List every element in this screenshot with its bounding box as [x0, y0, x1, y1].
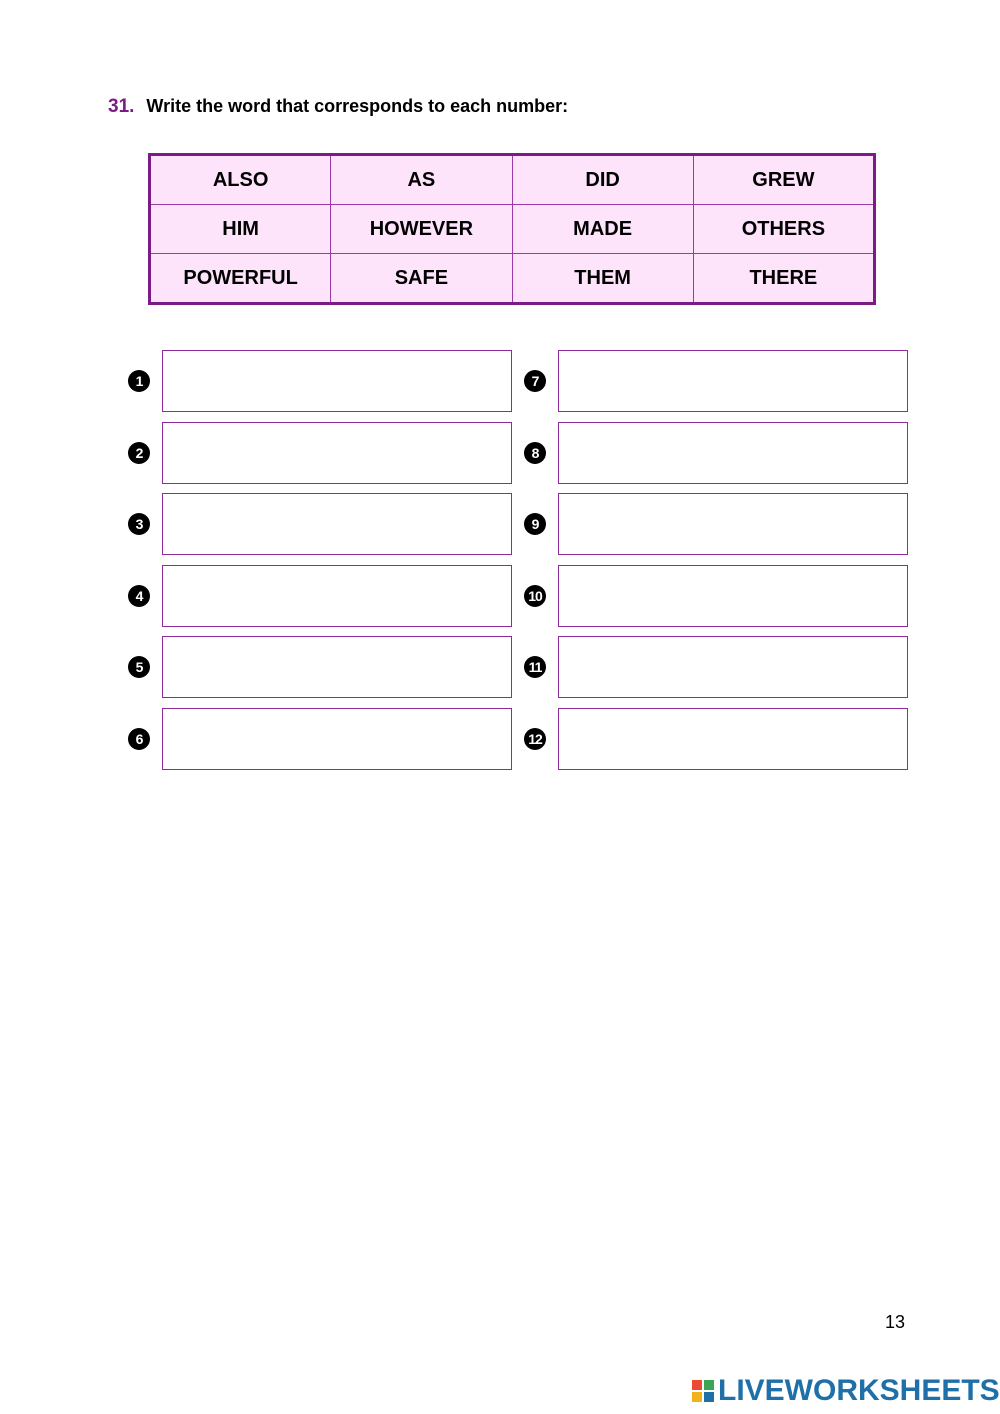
answer-input[interactable]	[162, 350, 512, 412]
word-bank-cell: AS	[331, 155, 512, 205]
word-bank-row	[150, 254, 875, 304]
page-number: 13	[884, 1312, 905, 1332]
logo-square	[704, 1380, 714, 1390]
number-marker: 2	[128, 442, 150, 464]
number-marker: 4	[128, 585, 150, 607]
number-marker: 9	[524, 513, 546, 535]
word-bank-cell: ALSO	[150, 155, 331, 205]
answer-input[interactable]	[558, 422, 908, 484]
number-marker: 1	[128, 370, 150, 392]
exercise-instruction: Write the word that corresponds to each number:	[146, 96, 569, 116]
liveworksheets-logo	[692, 1374, 1000, 1408]
word-bank-cell: DID	[512, 155, 693, 205]
number-marker: 11	[524, 656, 546, 678]
number-marker: 6	[128, 728, 150, 750]
word-bank-cell: OTHERS	[693, 205, 874, 254]
answer-input[interactable]	[558, 493, 908, 555]
exercise-number: 31.	[108, 96, 135, 117]
word-bank-table	[148, 153, 876, 305]
word-bank-row	[150, 155, 875, 205]
answer-input[interactable]	[162, 636, 512, 698]
word-bank-cell: POWERFUL	[150, 254, 331, 304]
word-bank-cell: THEM	[512, 254, 693, 304]
word-bank-cell: SAFE	[331, 254, 512, 304]
logo-square	[692, 1392, 702, 1402]
word-bank-cell: GREW	[693, 155, 874, 205]
word-bank-row	[150, 205, 875, 254]
number-marker: 10	[524, 585, 546, 607]
answer-input[interactable]	[558, 350, 908, 412]
word-bank-cell: HIM	[150, 205, 331, 254]
word-bank-cell: MADE	[512, 205, 693, 254]
logo-square	[704, 1392, 714, 1402]
exercise-heading	[108, 96, 568, 118]
answer-input[interactable]	[558, 636, 908, 698]
number-marker: 12	[524, 728, 546, 750]
logo-icon	[692, 1380, 714, 1402]
answer-input[interactable]	[162, 565, 512, 627]
logo-text: LIVEWORKSHEETS	[718, 1374, 1000, 1407]
answer-input[interactable]	[162, 708, 512, 770]
answer-input[interactable]	[162, 422, 512, 484]
word-bank-cell: THERE	[693, 254, 874, 304]
number-marker: 8	[524, 442, 546, 464]
number-marker: 7	[524, 370, 546, 392]
word-bank-cell: HOWEVER	[331, 205, 512, 254]
answer-input[interactable]	[162, 493, 512, 555]
number-marker: 5	[128, 656, 150, 678]
answer-input[interactable]	[558, 708, 908, 770]
answer-input[interactable]	[558, 565, 908, 627]
number-marker: 3	[128, 513, 150, 535]
logo-square	[692, 1380, 702, 1390]
